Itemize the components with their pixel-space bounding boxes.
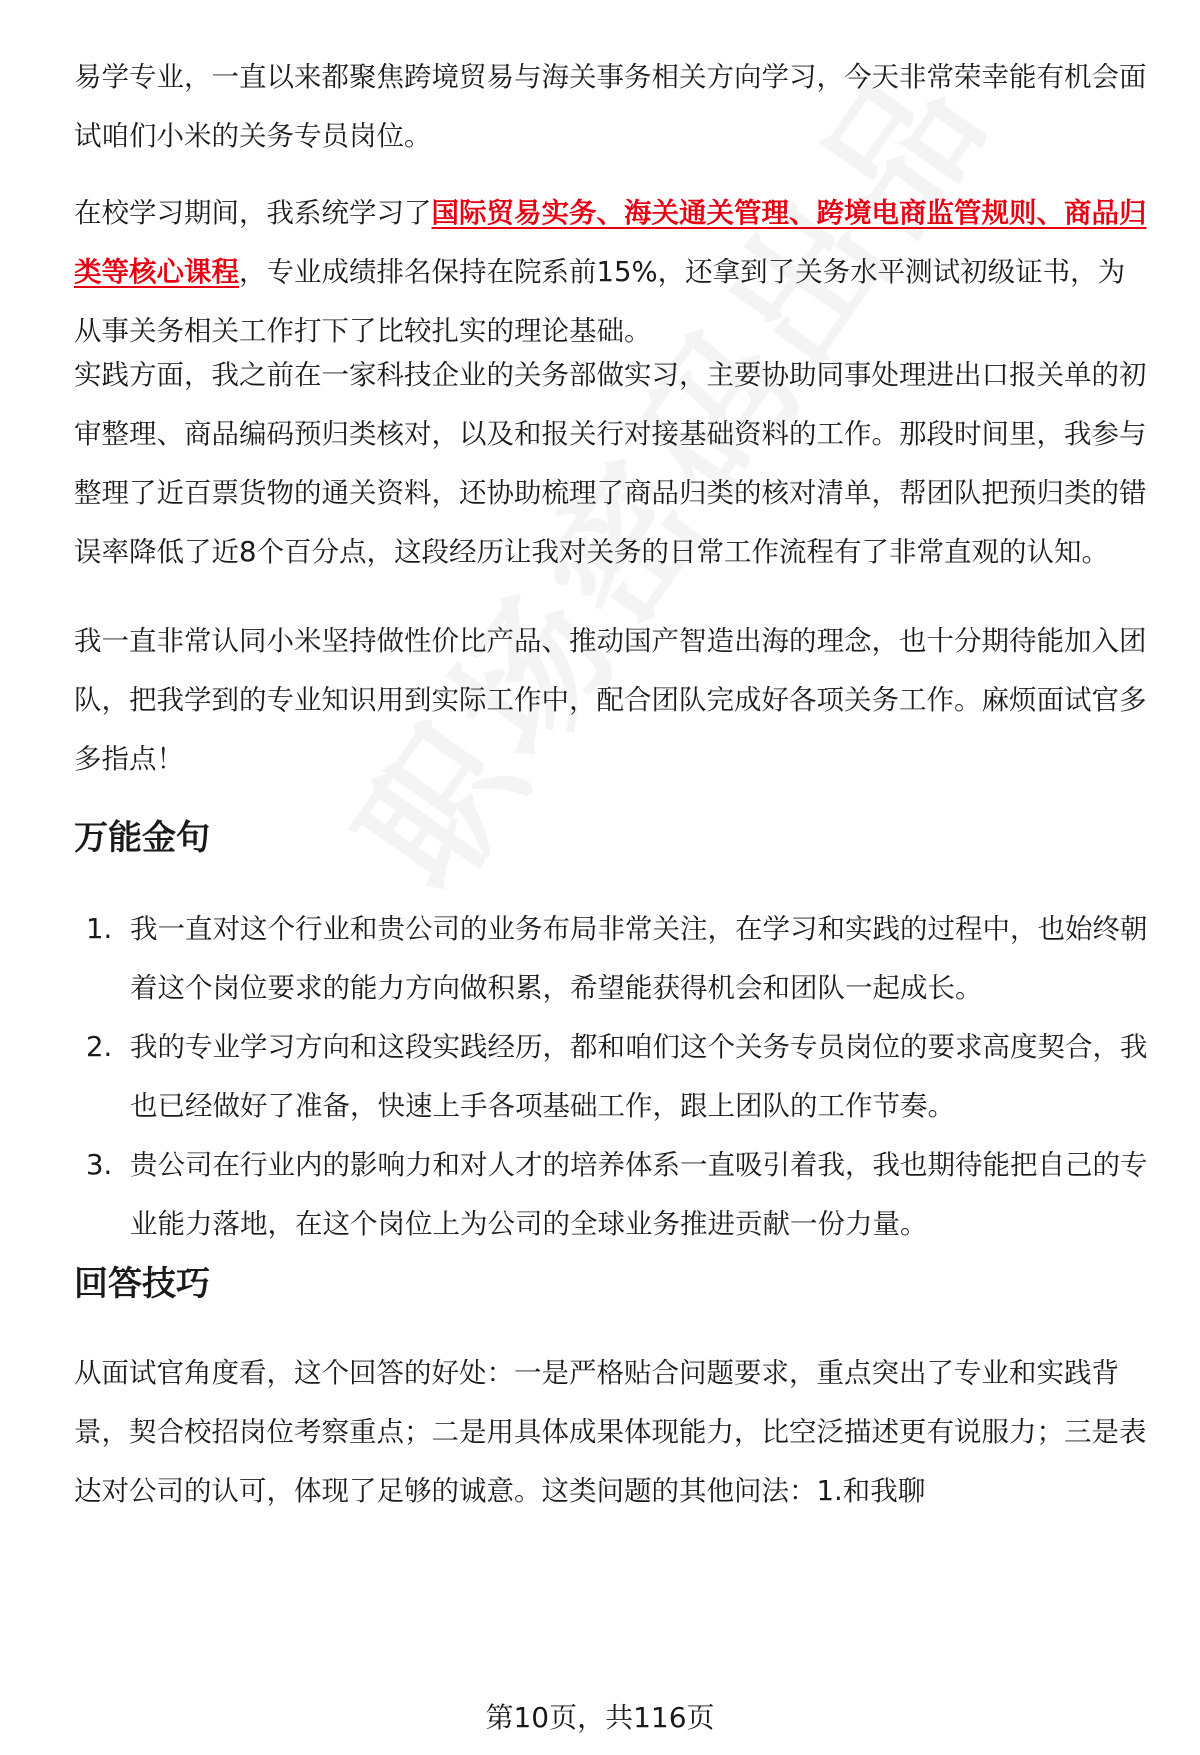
page-footer: 第10页，共116页 [485,1701,715,1734]
para2-text-end: ，专业成绩排名保持在院系前15%，还拿到了关务水平测试初级证书，为从事关务相关工作打下了比较扎实的理论基础。 [74,256,1126,347]
intro-paragraph-3: 实践方面，我之前在一家科技企业的关务部做实习，主要协助同事处理进出口报关单的初审整理、商品编码预归类核对，以及和报关行对接基础资料的工作。那段时间里，我参与整理了近百票货物的通关资料，还协助梳理了商品归类的核对清单，帮团队把预归类的错误率降低了近8个百分点，这段经历让我对关务的日常工作流程有了非常直观的认知。 [74,359,1147,568]
list-number: 2. [86,1031,113,1063]
list-item-text: 我的专业学习方向和这段实践经历，都和咱们这个关务专员岗位的要求高度契合，我也已经做好了准备，快速上手各项基础工作，跟上团队的工作节奏。 [130,1031,1148,1122]
para2-text-start: 在校学习期间，我系统学习了 [74,197,432,229]
intro-paragraph-4: 我一直非常认同小米坚持做性价比产品、推动国产智造出海的理念，也十分期待能加入团队，把我学到的专业知识用到实际工作中，配合团队完成好各项关务工作。麻烦面试官多多指点！ [74,625,1147,775]
list-item [74,900,1149,1018]
list-item-text: 我一直对这个行业和贵公司的业务布局非常关注，在学习和实践的过程中，也始终朝着这个岗位要求的能力方向做积累，希望能获得机会和团队一起成长。 [130,913,1148,1004]
answer-tips-paragraph: 从面试官角度看，这个回答的好处：一是严格贴合问题要求，重点突出了专业和实践背景，契合校招岗位考察重点；二是用具体成果体现能力，比空泛描述更有说服力；三是表达对公司的认可，体现了足够的诚意。这类问题的其他问法：1.和我聊 [74,1357,1147,1507]
section-title-answer-tips: 回答技巧 [74,1264,210,1304]
list-item [74,1136,1149,1254]
section-title-golden-sentences: 万能金句 [74,818,210,858]
list-item-text: 贵公司在行业内的影响力和对人才的培养体系一直吸引着我，我也期待能把自己的专业能力落地，在这个岗位上为公司的全球业务推进贡献一份力量。 [130,1149,1148,1240]
intro-paragraph-2 [74,184,1149,361]
list-number: 3. [86,1149,113,1181]
list-item [74,1018,1149,1136]
list-number: 1. [86,913,113,945]
highlighted-courses: 国际贸易实务、海关通关管理、跨境电商监管规则、商品归类等核心课程 [74,197,1147,288]
intro-paragraph-1: 易学专业，一直以来都聚焦跨境贸易与海关事务相关方向学习，今天非常荣幸能有机会面试咱们小米的关务专员岗位。 [74,61,1147,152]
golden-sentences-list [74,900,1149,1254]
